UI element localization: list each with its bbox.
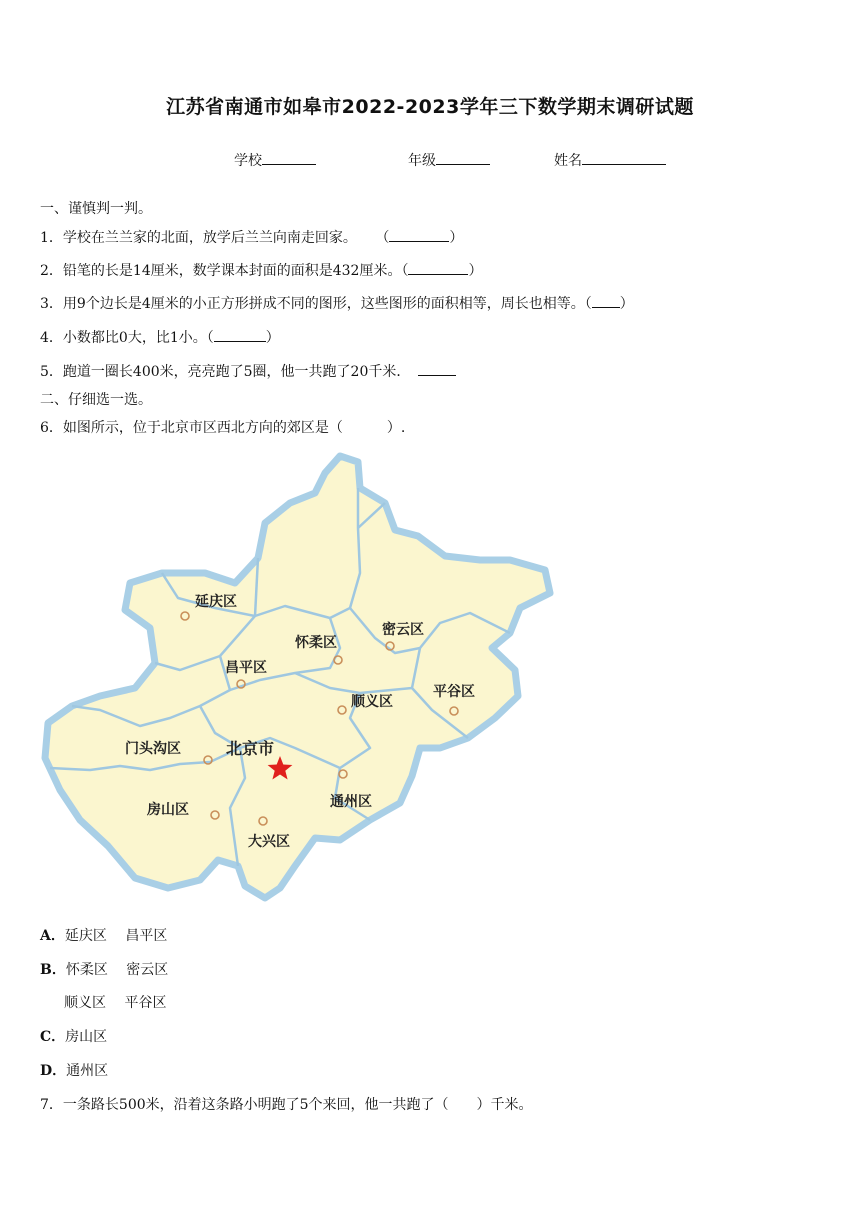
question-1 [40, 227, 463, 247]
q6-number: 6． [40, 420, 63, 436]
q1-number: 1． [40, 230, 63, 246]
name-blank[interactable] [582, 163, 666, 165]
q1-answer-blank[interactable] [389, 240, 449, 242]
q1-paren-close: ） [449, 230, 464, 246]
label-fangshan: 房山区 [147, 802, 189, 818]
q2-paren-open: （ [401, 263, 409, 279]
option-c[interactable] [40, 1026, 107, 1046]
q4-answer-blank[interactable] [214, 340, 266, 342]
q3-number: 3． [40, 296, 63, 312]
question-5 [40, 361, 456, 381]
name-field[interactable] [554, 150, 666, 170]
option-b-letter: B． [40, 962, 66, 978]
q2-paren-close: ） [468, 263, 483, 279]
q7-text: 一条路长500米，沿着这条路小明跑了5个来回，他一共跑了（ ）千米。 [62, 1097, 533, 1113]
label-tongzhou: 通州区 [330, 794, 372, 810]
q6-text: 如图所示，位于北京市区西北方向的郊区是（ [62, 420, 343, 436]
option-a-letter: A． [40, 928, 65, 944]
q6-tail: ）. [386, 420, 406, 436]
grade-label: 年级 [408, 153, 436, 169]
grade-blank[interactable] [436, 163, 490, 165]
name-label: 姓名 [554, 153, 582, 169]
q1-paren-open: （ [375, 230, 390, 246]
label-mentougou: 门头沟区 [125, 741, 181, 757]
option-c-letter: C． [40, 1029, 66, 1045]
option-c-text: 房山区 [65, 1029, 108, 1045]
q2-number: 2． [40, 263, 63, 279]
label-huairou: 怀柔区 [295, 635, 337, 651]
option-a[interactable] [40, 925, 167, 945]
option-b-text: 怀柔区 密云区 [65, 962, 169, 978]
label-yanqing: 延庆区 [195, 594, 237, 610]
q3-paren-close: ） [619, 296, 634, 312]
q5-answer-blank[interactable] [418, 374, 456, 376]
q4-number: 4． [40, 330, 63, 346]
q3-answer-blank[interactable] [592, 306, 620, 308]
school-blank[interactable] [262, 163, 316, 165]
question-2 [40, 260, 482, 280]
q2-answer-blank[interactable] [408, 273, 468, 275]
q5-number: 5． [40, 364, 63, 380]
document-title: 江苏省南通市如皋市2022-2023学年三下数学期末调研试题 [166, 96, 694, 118]
question-4 [40, 327, 280, 347]
q5-text: 跑道一圈长400米，亮亮跑了5圈，他一共跑了20千米． [62, 364, 411, 380]
question-3 [40, 293, 634, 313]
option-d-letter: D． [40, 1063, 67, 1079]
q4-paren-open: （ [206, 330, 214, 346]
q2-text: 铅笔的长是14厘米，数学课本封面的面积是432厘米。 [62, 263, 402, 279]
school-label: 学校 [234, 153, 262, 169]
label-daxing: 大兴区 [248, 834, 290, 850]
option-b-line2 [64, 992, 166, 1012]
section2-heading: 二、仔细选一选。 [40, 392, 152, 408]
q7-number: 7． [40, 1097, 63, 1113]
beijing-district-map [40, 448, 555, 908]
section1-heading: 一、谨慎判一判。 [40, 201, 152, 217]
label-beijing: 北京市 [226, 739, 275, 758]
q3-text: 用9个边长是4厘米的小正方形拼成不同的图形，这些图形的面积相等，周长也相等。 [62, 296, 585, 312]
grade-field[interactable] [408, 150, 490, 170]
label-shunyi: 顺义区 [351, 694, 393, 710]
label-miyun: 密云区 [382, 622, 424, 638]
label-pinggu: 平谷区 [433, 684, 475, 700]
option-b[interactable] [40, 959, 168, 979]
q1-text: 学校在兰兰家的北面，放学后兰兰向南走回家。 [62, 230, 357, 246]
label-changping: 昌平区 [225, 660, 267, 676]
q3-paren-open: （ [584, 296, 592, 312]
option-d[interactable] [40, 1060, 108, 1080]
option-d-text: 通州区 [66, 1063, 109, 1079]
option-a-text: 延庆区 昌平区 [64, 928, 168, 944]
school-field[interactable] [234, 150, 316, 170]
q4-text: 小数都比0大，比1小。 [62, 330, 207, 346]
question-6 [40, 417, 405, 437]
option-b-text2: 顺义区 平谷区 [64, 995, 167, 1011]
q4-paren-close: ） [265, 330, 280, 346]
question-7 [40, 1094, 533, 1114]
map-outline [45, 456, 550, 898]
